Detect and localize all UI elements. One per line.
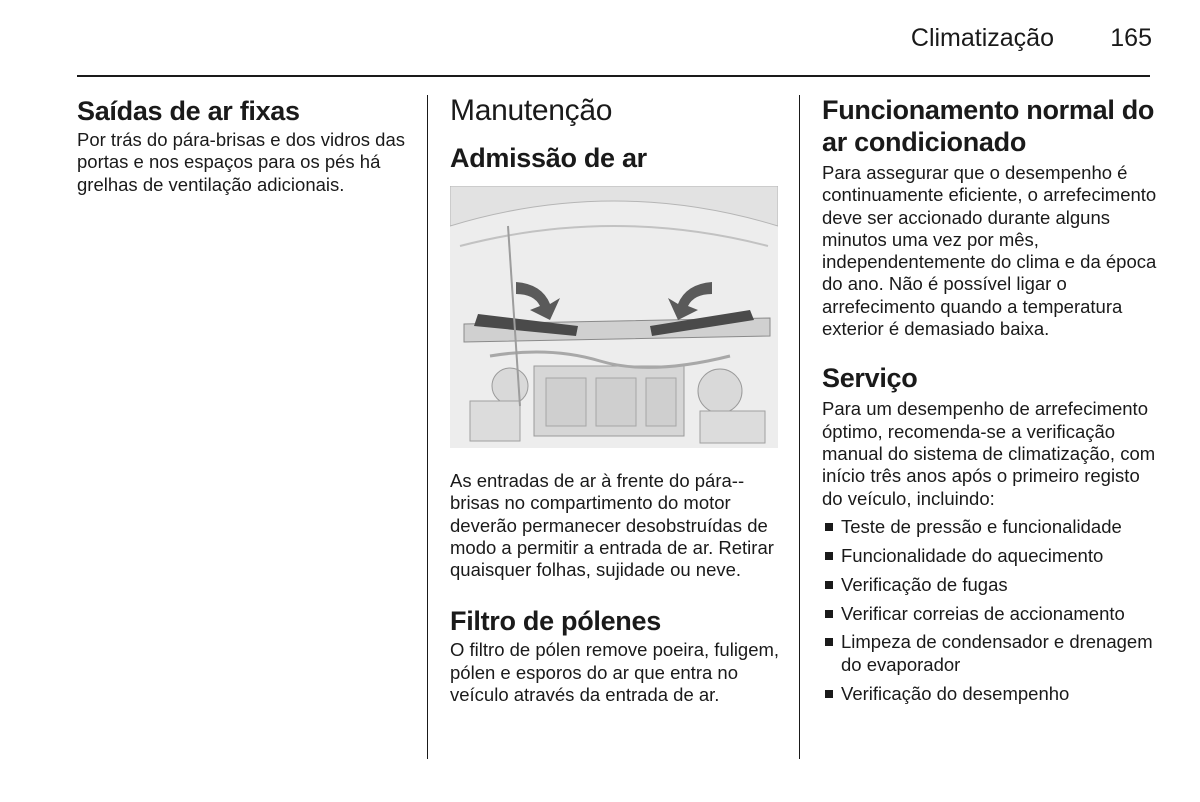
section-heading-fixed-vents: Saídas de ar fixas <box>77 96 300 126</box>
bullet-square-icon <box>825 610 833 618</box>
section-heading-service: Serviço <box>822 363 918 394</box>
air-intake-text: As entradas de ar à frente do pára--brisas no compartimento do motor deverão permanecer desobstruídas de modo a permitir a entrada de ar. Retirar quaisquer folhas, sujidade ou neve. <box>450 470 774 581</box>
bullet-square-icon <box>825 552 833 560</box>
engine-bay-illustration <box>450 186 778 448</box>
list-item: Funcionalidade do aquecimento <box>822 545 1157 567</box>
page-number: 165 <box>1110 24 1152 52</box>
fixed-vents-text: Por trás do pára-brisas e dos vidros das portas e nos espaços para os pés há grelhas de ventilação adicionais. <box>77 129 406 195</box>
section-heading-normal-operation: Funcionamento normal do ar condicionado <box>822 95 1155 157</box>
bullet-square-icon <box>825 690 833 698</box>
subheading-air-intake: Admissão de ar <box>450 143 647 173</box>
column-divider-2 <box>799 95 800 759</box>
list-item: Verificação de fugas <box>822 574 1157 596</box>
bullet-square-icon <box>825 581 833 589</box>
column-1 <box>77 95 407 196</box>
chapter-title: Climatização <box>910 24 1054 52</box>
list-item: Limpeza de condensador e drenagem do evaporador <box>822 631 1157 676</box>
column-divider-1 <box>427 95 428 759</box>
list-item: Teste de pressão e funcionalidade <box>822 516 1157 538</box>
service-text: Para um desempenho de arrefecimento óptimo, recomenda-se a verificação manual do sistema de climatização, com início três anos após o primeiro registo do veículo, incluindo: <box>822 398 1156 509</box>
bullet-square-icon <box>825 523 833 531</box>
subheading-pollen-filter: Filtro de pólenes <box>450 606 661 637</box>
header-divider <box>77 75 1150 77</box>
pollen-filter-text: O filtro de pólen remove poeira, fuligem, pólen e esporos do ar que entra no veículo através da entrada de ar. <box>450 639 780 706</box>
column-2 <box>450 95 780 706</box>
list-item: Verificação do desempenho <box>822 683 1157 705</box>
service-checklist <box>822 516 1157 705</box>
column-3 <box>822 95 1157 712</box>
engine-bay-drawing <box>450 186 778 448</box>
bullet-square-icon <box>825 638 833 646</box>
normal-operation-text: Para assegurar que o desempenho é continuamente eficiente, o arrefecimento deve ser accionado durante alguns minutos uma vez por mês, independentemente do clima e da época do ano. Não é possível ligar o arrefecimento quando a temperatura exterior é demasiado baixa. <box>822 162 1157 340</box>
list-item: Verificar correias de accionamento <box>822 603 1157 625</box>
section-heading-maintenance: Manutenção <box>450 94 613 127</box>
